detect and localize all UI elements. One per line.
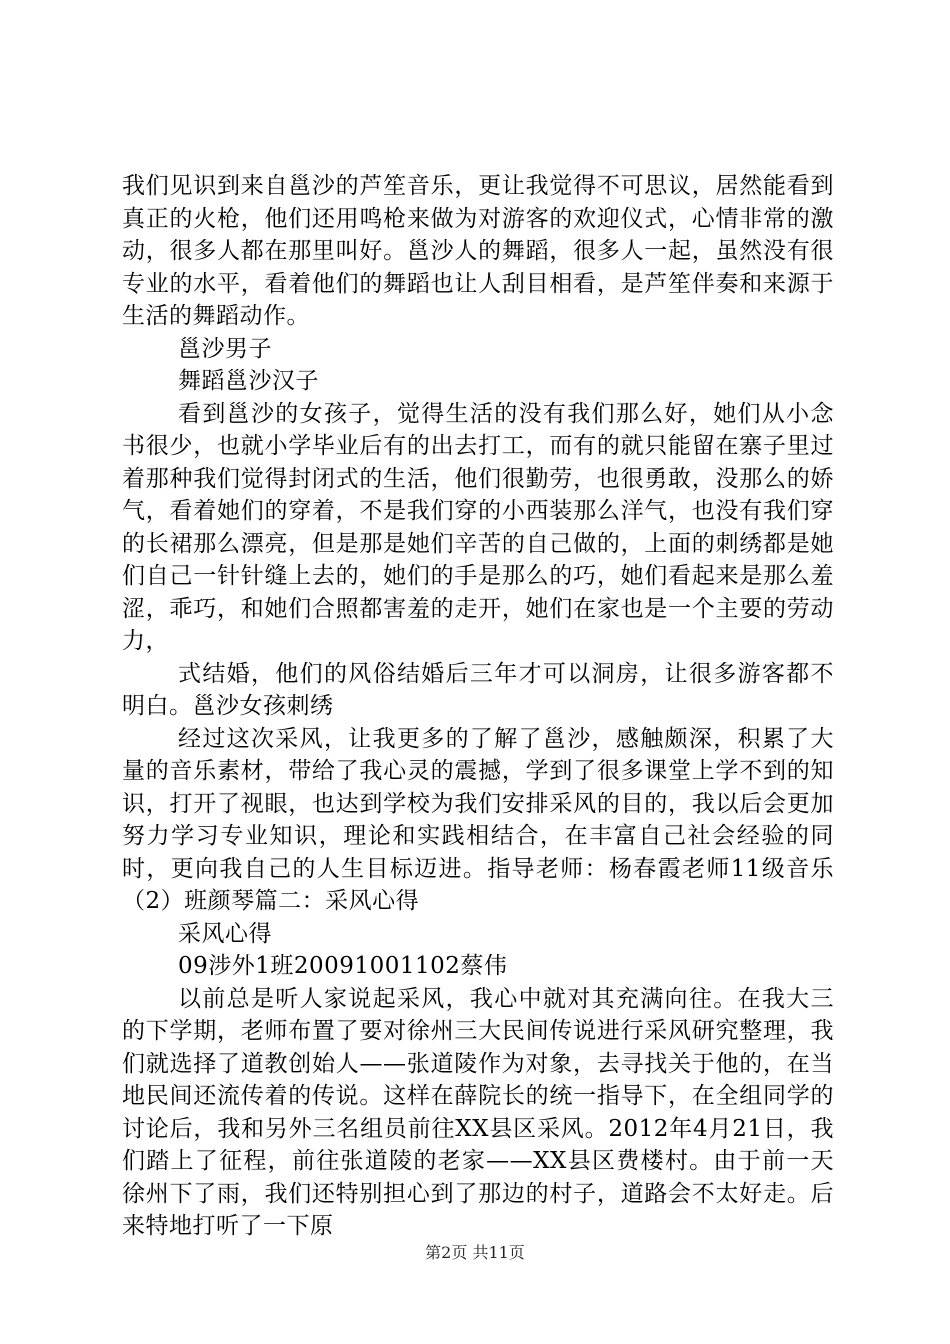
paragraph-5: 式结婚，他们的风俗结婚后三年才可以洞房，让很多游客都不明白。邕沙女孩刺绣	[122, 660, 834, 719]
paragraph-6: 经过这次采风，让我更多的了解了邕沙，感触颇深，积累了大量的音乐素材，带给了我心灵的震撼，学到了很多课堂上学不到的知识，打开了视眼，也达到学校为我们安排采风的目的，我以后会更加努力学习专业知识，理论和实践相结合，在丰富自己社会经验的同时，更向我自己的人生目标迈进。指导老师：杨春霞老师11级音乐（2）班颜琴篇二：采风心得	[122, 725, 834, 914]
paragraph-7: 采风心得	[178, 920, 272, 947]
document-body	[122, 170, 834, 1243]
paragraph-1: 我们见识到来自邕沙的芦笙音乐，更让我觉得不可思议，居然能看到真正的火枪，他们还用鸣枪来做为对游客的欢迎仪式，心情非常的激动，很多人都在那里叫好。邕沙人的舞蹈，很多人一起，虽然没有很专业的水平，看着他们的舞蹈也让人刮目相看，是芦笙伴奏和来源于生活的舞蹈动作。	[122, 173, 834, 329]
paragraph-8: 09涉外1班20091001102蔡伟	[178, 953, 508, 979]
paragraph-2: 邕沙男子	[178, 335, 272, 362]
page-footer: 第2页 共11页	[425, 1243, 525, 1262]
paragraph-4: 看到邕沙的女孩子，觉得生活的没有我们那么好，她们从小念书很少，也就小学毕业后有的出去打工，而有的就只能留在寨子里过着那种我们觉得封闭式的生活，他们很勤劳，也很勇敢，没那么的娇气，看着她们的穿着，不是我们穿的小西装那么洋气，也没有我们穿的长裙那么漂亮，但是那是她们辛苦的自己做的，上面的刺绣都是她们自己一针针缝上去的，她们的手是那么的巧，她们看起来是那么羞涩，乖巧，和她们合照都害羞的走开，她们在家也是一个主要的劳动力，	[122, 400, 834, 654]
paragraph-3: 舞蹈邕沙汉子	[178, 368, 319, 394]
paragraph-9: 以前总是听人家说起采风，我心中就对其充满向往。在我大三的下学期，老师布置了要对徐州三大民间传说进行采风研究整理，我们就选择了道教创始人——张道陵作为对象，去寻找关于他的，在当地民间还流传着的传说。这样在薛院长的统一指导下，在全组同学的讨论后，我和另外三名组员前往XX县区采风。2012年4月21日，我们踏上了征程，前往张道陵的老家——XX县区费楼村。由于前一天徐州下了雨，我们还特别担心到了那边的村子，道路会不太好走。后来特地打听了一下原	[122, 985, 834, 1239]
